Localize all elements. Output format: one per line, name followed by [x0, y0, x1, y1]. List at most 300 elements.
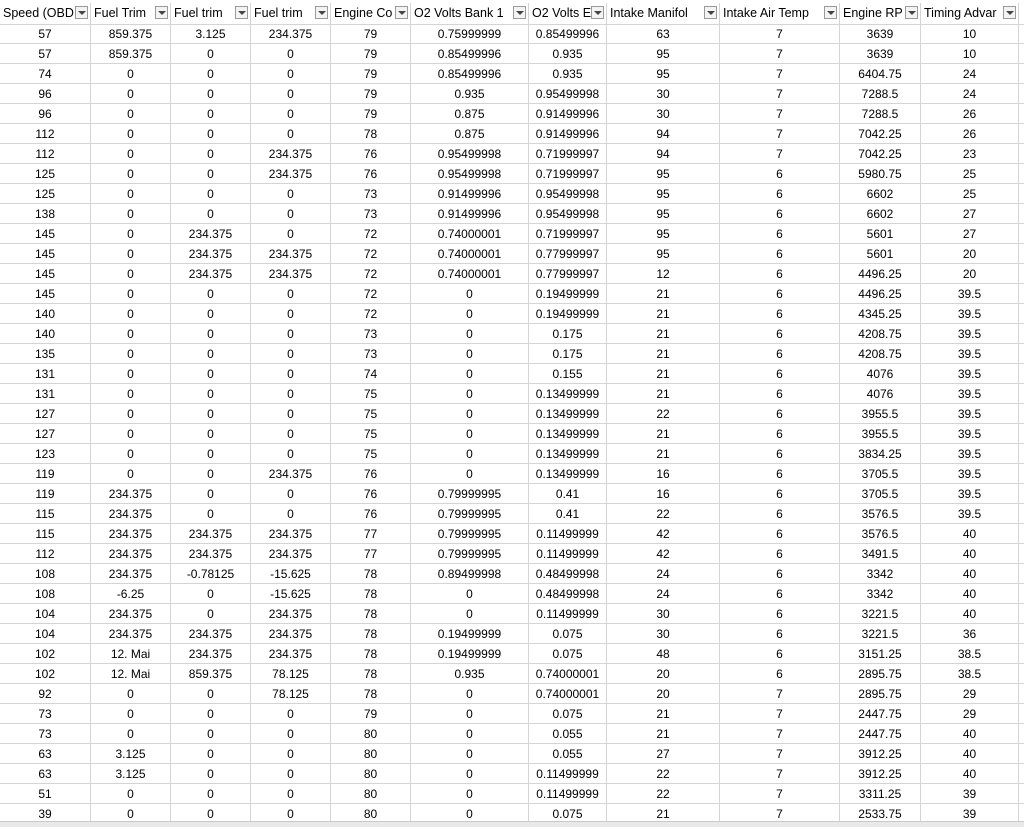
- table-cell[interactable]: 0.175: [529, 324, 607, 344]
- table-cell[interactable]: 0: [171, 144, 251, 164]
- table-cell[interactable]: 22: [607, 784, 720, 804]
- table-cell[interactable]: 73: [0, 704, 91, 724]
- table-cell[interactable]: 16: [607, 464, 720, 484]
- table-cell[interactable]: 6: [720, 564, 840, 584]
- table-cell[interactable]: [1019, 644, 1024, 664]
- table-cell[interactable]: 3.125: [171, 24, 251, 44]
- table-cell[interactable]: 0: [251, 424, 331, 444]
- table-cell[interactable]: 4208.75: [840, 344, 921, 364]
- table-cell[interactable]: 234.375: [251, 624, 331, 644]
- table-cell[interactable]: 0.055: [529, 744, 607, 764]
- filter-dropdown-icon[interactable]: [395, 6, 408, 19]
- table-cell[interactable]: 115: [0, 504, 91, 524]
- table-cell[interactable]: 6: [720, 424, 840, 444]
- table-cell[interactable]: 39.5: [921, 424, 1019, 444]
- table-cell[interactable]: 234.375: [251, 464, 331, 484]
- filter-dropdown-icon[interactable]: [704, 6, 717, 19]
- table-cell[interactable]: 30: [607, 624, 720, 644]
- table-cell[interactable]: 234.375: [251, 524, 331, 544]
- table-cell[interactable]: [1019, 64, 1024, 84]
- table-cell[interactable]: [1019, 244, 1024, 264]
- table-cell[interactable]: 138: [0, 204, 91, 224]
- table-cell[interactable]: 0: [171, 124, 251, 144]
- table-cell[interactable]: 20: [921, 244, 1019, 264]
- table-cell[interactable]: 0: [171, 684, 251, 704]
- column-header[interactable]: [91, 3, 171, 24]
- table-cell[interactable]: 0.91499996: [529, 124, 607, 144]
- table-cell[interactable]: 21: [607, 324, 720, 344]
- table-cell[interactable]: 3.125: [91, 744, 171, 764]
- table-cell[interactable]: 6: [720, 184, 840, 204]
- table-cell[interactable]: 0: [171, 764, 251, 784]
- table-cell[interactable]: 80: [331, 744, 411, 764]
- table-cell[interactable]: 39.5: [921, 364, 1019, 384]
- table-cell[interactable]: 0: [171, 424, 251, 444]
- table-cell[interactable]: 112: [0, 124, 91, 144]
- table-cell[interactable]: 0: [91, 804, 171, 824]
- table-cell[interactable]: 57: [0, 44, 91, 64]
- table-cell[interactable]: 0.075: [529, 624, 607, 644]
- table-cell[interactable]: 0: [251, 784, 331, 804]
- table-cell[interactable]: 7042.25: [840, 144, 921, 164]
- table-cell[interactable]: 0.91499996: [529, 104, 607, 124]
- table-cell[interactable]: [1019, 204, 1024, 224]
- table-cell[interactable]: 38.5: [921, 644, 1019, 664]
- table-cell[interactable]: 2533.75: [840, 804, 921, 824]
- table-cell[interactable]: 234.375: [91, 564, 171, 584]
- table-cell[interactable]: 127: [0, 404, 91, 424]
- table-cell[interactable]: 234.375: [171, 224, 251, 244]
- table-cell[interactable]: 0: [251, 384, 331, 404]
- table-cell[interactable]: 0.935: [411, 84, 529, 104]
- table-cell[interactable]: 0.19499999: [411, 624, 529, 644]
- table-cell[interactable]: 6: [720, 484, 840, 504]
- table-cell[interactable]: 859.375: [91, 24, 171, 44]
- table-cell[interactable]: 102: [0, 644, 91, 664]
- table-cell[interactable]: 0.075: [529, 804, 607, 824]
- table-cell[interactable]: 234.375: [251, 604, 331, 624]
- table-cell[interactable]: 104: [0, 604, 91, 624]
- table-cell[interactable]: 0: [91, 464, 171, 484]
- table-cell[interactable]: 0.41: [529, 484, 607, 504]
- filter-dropdown-icon[interactable]: [75, 6, 88, 19]
- table-cell[interactable]: 57: [0, 24, 91, 44]
- table-cell[interactable]: 0: [251, 744, 331, 764]
- table-cell[interactable]: 0.74000001: [411, 264, 529, 284]
- table-cell[interactable]: 0.155: [529, 364, 607, 384]
- table-cell[interactable]: 234.375: [251, 244, 331, 264]
- table-cell[interactable]: 6: [720, 504, 840, 524]
- table-cell[interactable]: 0: [411, 404, 529, 424]
- table-cell[interactable]: 7: [720, 124, 840, 144]
- table-cell[interactable]: 6: [720, 664, 840, 684]
- table-cell[interactable]: [1019, 384, 1024, 404]
- table-cell[interactable]: 0.77999997: [529, 264, 607, 284]
- table-cell[interactable]: 75: [331, 384, 411, 404]
- filter-dropdown-icon[interactable]: [591, 6, 604, 19]
- table-cell[interactable]: 3955.5: [840, 424, 921, 444]
- table-cell[interactable]: 94: [607, 144, 720, 164]
- table-cell[interactable]: 51: [0, 784, 91, 804]
- table-cell[interactable]: 0: [171, 464, 251, 484]
- table-cell[interactable]: 0: [251, 104, 331, 124]
- table-cell[interactable]: 12. Mai: [91, 664, 171, 684]
- table-cell[interactable]: 0.935: [529, 64, 607, 84]
- table-cell[interactable]: 0: [251, 444, 331, 464]
- table-cell[interactable]: 20: [921, 264, 1019, 284]
- table-cell[interactable]: 0: [91, 264, 171, 284]
- table-cell[interactable]: [1019, 144, 1024, 164]
- table-cell[interactable]: 6: [720, 464, 840, 484]
- table-cell[interactable]: 234.375: [171, 544, 251, 564]
- table-cell[interactable]: 0: [411, 464, 529, 484]
- table-cell[interactable]: 0: [251, 84, 331, 104]
- table-cell[interactable]: 95: [607, 44, 720, 64]
- table-cell[interactable]: [1019, 344, 1024, 364]
- table-cell[interactable]: 27: [921, 204, 1019, 224]
- table-cell[interactable]: -15.625: [251, 564, 331, 584]
- table-cell[interactable]: 0: [411, 604, 529, 624]
- table-cell[interactable]: 859.375: [171, 664, 251, 684]
- table-cell[interactable]: 0.95499998: [529, 184, 607, 204]
- table-cell[interactable]: 30: [607, 104, 720, 124]
- table-cell[interactable]: 94: [607, 124, 720, 144]
- table-cell[interactable]: 80: [331, 784, 411, 804]
- table-cell[interactable]: 0: [251, 284, 331, 304]
- table-cell[interactable]: 20: [607, 684, 720, 704]
- table-cell[interactable]: 0: [91, 424, 171, 444]
- column-header[interactable]: [251, 3, 331, 24]
- table-cell[interactable]: 0: [91, 444, 171, 464]
- table-cell[interactable]: [1019, 44, 1024, 64]
- table-cell[interactable]: 3491.5: [840, 544, 921, 564]
- table-cell[interactable]: 7288.5: [840, 104, 921, 124]
- table-cell[interactable]: 0: [411, 424, 529, 444]
- table-cell[interactable]: 140: [0, 304, 91, 324]
- table-cell[interactable]: 6: [720, 224, 840, 244]
- table-cell[interactable]: [1019, 624, 1024, 644]
- table-cell[interactable]: 63: [607, 24, 720, 44]
- table-cell[interactable]: 92: [0, 684, 91, 704]
- table-cell[interactable]: 0.11499999: [529, 604, 607, 624]
- table-cell[interactable]: 3912.25: [840, 744, 921, 764]
- table-cell[interactable]: 96: [0, 84, 91, 104]
- table-cell[interactable]: [1019, 484, 1024, 504]
- horizontal-scrollbar[interactable]: [0, 821, 1024, 827]
- column-header[interactable]: [607, 3, 720, 24]
- table-cell[interactable]: 79: [331, 104, 411, 124]
- table-cell[interactable]: 40: [921, 544, 1019, 564]
- table-cell[interactable]: 20: [607, 664, 720, 684]
- table-cell[interactable]: 0: [251, 404, 331, 424]
- column-header[interactable]: [0, 3, 91, 24]
- table-cell[interactable]: 6: [720, 244, 840, 264]
- table-cell[interactable]: 0: [171, 584, 251, 604]
- column-header[interactable]: [331, 3, 411, 24]
- table-cell[interactable]: 6: [720, 604, 840, 624]
- table-cell[interactable]: 73: [331, 324, 411, 344]
- table-cell[interactable]: 25: [921, 184, 1019, 204]
- table-cell[interactable]: 0: [171, 404, 251, 424]
- table-cell[interactable]: 7: [720, 84, 840, 104]
- table-cell[interactable]: 0: [91, 104, 171, 124]
- table-cell[interactable]: 10: [921, 24, 1019, 44]
- table-cell[interactable]: 0.74000001: [529, 684, 607, 704]
- table-cell[interactable]: 0: [171, 784, 251, 804]
- table-cell[interactable]: 0.71999997: [529, 224, 607, 244]
- table-cell[interactable]: 0: [251, 204, 331, 224]
- table-cell[interactable]: 0: [411, 744, 529, 764]
- table-cell[interactable]: 0: [251, 804, 331, 824]
- table-cell[interactable]: 0: [411, 684, 529, 704]
- table-cell[interactable]: 0.19499999: [529, 284, 607, 304]
- filter-dropdown-icon[interactable]: [824, 6, 837, 19]
- table-cell[interactable]: 0.48499998: [529, 564, 607, 584]
- table-cell[interactable]: -15.625: [251, 584, 331, 604]
- table-cell[interactable]: 5980.75: [840, 164, 921, 184]
- table-cell[interactable]: 0: [91, 724, 171, 744]
- table-cell[interactable]: 0.74000001: [411, 224, 529, 244]
- table-cell[interactable]: 6: [720, 364, 840, 384]
- table-cell[interactable]: 21: [607, 724, 720, 744]
- table-cell[interactable]: 21: [607, 364, 720, 384]
- table-cell[interactable]: 39.5: [921, 464, 1019, 484]
- table-cell[interactable]: 0.075: [529, 704, 607, 724]
- table-cell[interactable]: 27: [921, 224, 1019, 244]
- table-cell[interactable]: 75: [331, 444, 411, 464]
- table-cell[interactable]: 0.175: [529, 344, 607, 364]
- table-cell[interactable]: 0: [171, 744, 251, 764]
- table-cell[interactable]: 0: [251, 224, 331, 244]
- table-cell[interactable]: 73: [331, 344, 411, 364]
- table-cell[interactable]: 78: [331, 664, 411, 684]
- table-cell[interactable]: 0: [91, 324, 171, 344]
- table-cell[interactable]: [1019, 104, 1024, 124]
- table-cell[interactable]: 80: [331, 804, 411, 824]
- table-cell[interactable]: 0.74000001: [411, 244, 529, 264]
- table-cell[interactable]: 78: [331, 604, 411, 624]
- table-cell[interactable]: 0.71999997: [529, 144, 607, 164]
- table-cell[interactable]: 6: [720, 304, 840, 324]
- table-cell[interactable]: 7: [720, 684, 840, 704]
- table-cell[interactable]: [1019, 264, 1024, 284]
- table-cell[interactable]: 234.375: [91, 504, 171, 524]
- table-cell[interactable]: 21: [607, 424, 720, 444]
- table-cell[interactable]: [1019, 304, 1024, 324]
- table-cell[interactable]: 5601: [840, 244, 921, 264]
- table-cell[interactable]: 63: [0, 744, 91, 764]
- table-cell[interactable]: -0.78125: [171, 564, 251, 584]
- table-cell[interactable]: 39.5: [921, 324, 1019, 344]
- table-cell[interactable]: 38.5: [921, 664, 1019, 684]
- table-cell[interactable]: [1019, 544, 1024, 564]
- table-cell[interactable]: 859.375: [91, 44, 171, 64]
- table-cell[interactable]: 0: [251, 724, 331, 744]
- table-cell[interactable]: 42: [607, 544, 720, 564]
- table-cell[interactable]: 2895.75: [840, 684, 921, 704]
- table-cell[interactable]: 0: [411, 324, 529, 344]
- table-cell[interactable]: 123: [0, 444, 91, 464]
- table-cell[interactable]: 0.19499999: [529, 304, 607, 324]
- table-cell[interactable]: 7: [720, 44, 840, 64]
- table-cell[interactable]: 0: [411, 584, 529, 604]
- table-cell[interactable]: 24: [921, 84, 1019, 104]
- table-cell[interactable]: 6: [720, 164, 840, 184]
- table-cell[interactable]: 0: [171, 704, 251, 724]
- table-cell[interactable]: 77: [331, 544, 411, 564]
- table-cell[interactable]: 3639: [840, 44, 921, 64]
- table-cell[interactable]: 135: [0, 344, 91, 364]
- table-cell[interactable]: 0.79999995: [411, 524, 529, 544]
- table-cell[interactable]: 78: [331, 584, 411, 604]
- table-cell[interactable]: 7: [720, 704, 840, 724]
- table-cell[interactable]: 0: [91, 164, 171, 184]
- table-cell[interactable]: 40: [921, 524, 1019, 544]
- table-cell[interactable]: 7: [720, 64, 840, 84]
- table-cell[interactable]: 0: [171, 204, 251, 224]
- table-cell[interactable]: 95: [607, 164, 720, 184]
- table-cell[interactable]: 119: [0, 484, 91, 504]
- table-cell[interactable]: 3834.25: [840, 444, 921, 464]
- table-cell[interactable]: 3221.5: [840, 604, 921, 624]
- table-cell[interactable]: 0: [91, 84, 171, 104]
- table-cell[interactable]: 39.5: [921, 484, 1019, 504]
- table-cell[interactable]: 6: [720, 624, 840, 644]
- table-cell[interactable]: 7: [720, 144, 840, 164]
- table-cell[interactable]: 0: [91, 124, 171, 144]
- table-cell[interactable]: 21: [607, 804, 720, 824]
- table-cell[interactable]: 0: [251, 324, 331, 344]
- table-cell[interactable]: 0: [411, 804, 529, 824]
- table-cell[interactable]: 234.375: [91, 484, 171, 504]
- table-cell[interactable]: 0: [251, 184, 331, 204]
- table-cell[interactable]: 6: [720, 544, 840, 564]
- table-cell[interactable]: 3311.25: [840, 784, 921, 804]
- table-cell[interactable]: 0.79999995: [411, 504, 529, 524]
- table-cell[interactable]: 3576.5: [840, 504, 921, 524]
- table-cell[interactable]: 21: [607, 284, 720, 304]
- table-cell[interactable]: 0: [171, 284, 251, 304]
- table-cell[interactable]: 145: [0, 244, 91, 264]
- table-cell[interactable]: 0: [251, 484, 331, 504]
- table-cell[interactable]: 0.41: [529, 504, 607, 524]
- table-cell[interactable]: 24: [607, 584, 720, 604]
- table-cell[interactable]: 7: [720, 724, 840, 744]
- table-cell[interactable]: 0: [171, 444, 251, 464]
- table-cell[interactable]: 24: [921, 64, 1019, 84]
- table-cell[interactable]: 72: [331, 284, 411, 304]
- table-cell[interactable]: 0: [91, 344, 171, 364]
- table-cell[interactable]: 0.91499996: [411, 184, 529, 204]
- column-header[interactable]: [720, 3, 840, 24]
- table-cell[interactable]: 0.13499999: [529, 424, 607, 444]
- table-cell[interactable]: 73: [331, 204, 411, 224]
- table-cell[interactable]: 3151.25: [840, 644, 921, 664]
- table-cell[interactable]: 21: [607, 444, 720, 464]
- table-cell[interactable]: 29: [921, 704, 1019, 724]
- table-cell[interactable]: 0: [411, 784, 529, 804]
- table-cell[interactable]: 0.74000001: [529, 664, 607, 684]
- table-cell[interactable]: 4345.25: [840, 304, 921, 324]
- table-cell[interactable]: 7: [720, 784, 840, 804]
- table-cell[interactable]: 22: [607, 504, 720, 524]
- table-cell[interactable]: [1019, 324, 1024, 344]
- table-cell[interactable]: 73: [331, 184, 411, 204]
- table-cell[interactable]: 21: [607, 384, 720, 404]
- table-cell[interactable]: 6602: [840, 184, 921, 204]
- table-cell[interactable]: 234.375: [171, 524, 251, 544]
- table-cell[interactable]: [1019, 584, 1024, 604]
- table-cell[interactable]: 0: [171, 324, 251, 344]
- table-cell[interactable]: 39.5: [921, 384, 1019, 404]
- table-cell[interactable]: 72: [331, 264, 411, 284]
- table-cell[interactable]: 16: [607, 484, 720, 504]
- table-cell[interactable]: 3.125: [91, 764, 171, 784]
- table-cell[interactable]: 39.5: [921, 304, 1019, 324]
- table-cell[interactable]: 0: [91, 784, 171, 804]
- table-cell[interactable]: 0: [411, 764, 529, 784]
- table-cell[interactable]: [1019, 224, 1024, 244]
- table-cell[interactable]: 0.95499998: [411, 164, 529, 184]
- table-cell[interactable]: 0.95499998: [529, 84, 607, 104]
- table-cell[interactable]: 76: [331, 164, 411, 184]
- table-cell[interactable]: 95: [607, 224, 720, 244]
- table-cell[interactable]: 145: [0, 284, 91, 304]
- table-cell[interactable]: 140: [0, 324, 91, 344]
- table-cell[interactable]: 2447.75: [840, 724, 921, 744]
- table-cell[interactable]: 12. Mai: [91, 644, 171, 664]
- table-cell[interactable]: 0: [91, 144, 171, 164]
- table-cell[interactable]: 3912.25: [840, 764, 921, 784]
- table-cell[interactable]: 108: [0, 564, 91, 584]
- table-cell[interactable]: 30: [607, 604, 720, 624]
- table-cell[interactable]: 0.935: [411, 664, 529, 684]
- table-cell[interactable]: 95: [607, 184, 720, 204]
- table-cell[interactable]: 40: [921, 604, 1019, 624]
- table-cell[interactable]: 4496.25: [840, 264, 921, 284]
- table-cell[interactable]: 0.13499999: [529, 444, 607, 464]
- table-cell[interactable]: 108: [0, 584, 91, 604]
- table-cell[interactable]: -6.25: [91, 584, 171, 604]
- table-cell[interactable]: 4208.75: [840, 324, 921, 344]
- column-header[interactable]: [1019, 3, 1024, 24]
- table-cell[interactable]: [1019, 504, 1024, 524]
- table-cell[interactable]: 234.375: [91, 544, 171, 564]
- table-cell[interactable]: 112: [0, 144, 91, 164]
- table-cell[interactable]: 0.79999995: [411, 484, 529, 504]
- table-cell[interactable]: [1019, 164, 1024, 184]
- table-cell[interactable]: 0: [411, 304, 529, 324]
- table-cell[interactable]: 0: [171, 804, 251, 824]
- table-cell[interactable]: 0.85499996: [411, 64, 529, 84]
- table-cell[interactable]: 26: [921, 104, 1019, 124]
- table-cell[interactable]: 10: [921, 44, 1019, 64]
- table-cell[interactable]: 0: [411, 704, 529, 724]
- table-cell[interactable]: [1019, 664, 1024, 684]
- table-cell[interactable]: 21: [607, 704, 720, 724]
- table-cell[interactable]: 24: [607, 564, 720, 584]
- table-cell[interactable]: 0: [251, 124, 331, 144]
- table-cell[interactable]: 6: [720, 644, 840, 664]
- table-cell[interactable]: 0: [251, 504, 331, 524]
- table-cell[interactable]: 7042.25: [840, 124, 921, 144]
- table-cell[interactable]: 234.375: [251, 264, 331, 284]
- table-cell[interactable]: 3639: [840, 24, 921, 44]
- table-cell[interactable]: 40: [921, 744, 1019, 764]
- table-cell[interactable]: 40: [921, 564, 1019, 584]
- table-cell[interactable]: 0.75999999: [411, 24, 529, 44]
- table-cell[interactable]: 3342: [840, 564, 921, 584]
